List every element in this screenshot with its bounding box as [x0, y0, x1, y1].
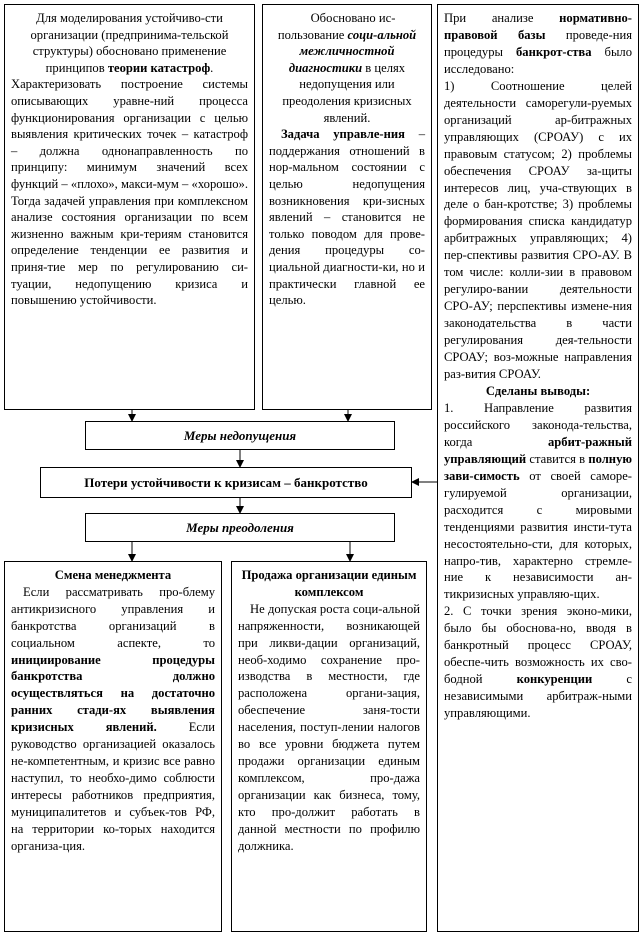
conclusions-title-text: Сделаны выводы:: [485, 383, 591, 398]
c1-text-c: ставится в: [526, 451, 589, 466]
bankruptcy-bold: банкрот-ства: [516, 44, 592, 59]
c1-text-e: от своей саморе-гулируемой организации, расходится с мировыми тенденциями развития инсти-тута несостоятельно-сти, для которых, напро-тив, характерно стремле-ние к независимости ан-тикризисных управляю-щих.: [444, 468, 632, 602]
diagnostics-bold: соци-альной межличностной диагностики: [288, 27, 417, 75]
mgmt-text-c: Если руководство организацией оказалось не-компетентным, и кризис все равно наступил, то необхо-димо соблюсти интересы работников предприятия, муниципалитетов и субъек-тов РФ, на территории ко-торых находится организа-ция.: [11, 720, 215, 853]
diagnostics-intro: [269, 10, 425, 126]
mgmt-text-a: Если рассматривать про-блему антикризисного управления и банкротства организаций в социальном аспекте, то: [11, 584, 215, 650]
legal-intro-text: При анализе: [444, 11, 560, 25]
theory-catastrophe-box: [4, 4, 255, 410]
c1-bold-d: полную зави-симость: [444, 451, 632, 483]
c2-text-c: с независимыми арбитраж-ными управляющими.: [444, 672, 632, 721]
legal-basis-bold: нормативно-правовой базы: [444, 11, 632, 42]
sale-title: [238, 567, 420, 601]
diagnostics-intro-end: в целях недопущения или преодоления кризисных явлений.: [282, 60, 412, 125]
management-change-body: [11, 584, 215, 855]
conclusion-2: [444, 603, 632, 722]
management-change-title-text: Смена менеджмента: [54, 568, 172, 582]
legal-basis-box: [437, 4, 639, 932]
catastrophe-theory-bold: теории катастроф: [107, 60, 211, 75]
catastrophe-body: Характеризовать построение системы описывающих уравне-ний процесса функционирования организации с целью выявления критических точек – катастроф – должна однонаправленность по принципу: минимум значений всех функций – «плохо», макси-мум – «хорошо». Тогда задачей управления при комплексном анализе состояния организации по всем жизненно важным кри-териям становится определение тенденции ее развития и приня-тие мер по регулированию си-туации, недопущению кризиса и повышению устойчивости.: [11, 77, 248, 308]
c1-text-a: 1. Направление развития российского законода-тельства, когда: [444, 400, 632, 449]
crisis-bankruptcy-text: Потери устойчивости к кризисам – банкротство: [84, 474, 368, 490]
overcoming-measures-text: Меры преодоления: [186, 519, 294, 535]
single-complex-sale-box: [231, 561, 427, 932]
diagnostics-task: [269, 126, 425, 309]
legal-intro-end: было исследовано:: [444, 44, 632, 76]
catastrophe-intro-text: Для моделирования устойчиво-сти организации (предпринима-тельской структуры) обосновано применение принципов: [30, 11, 229, 75]
legal-intro-mid: проведе-ния процедуры: [444, 27, 632, 59]
c2-text-a: 2. С точки зрения эконо-мики, было бы обоснова-но, вводя в банкротный процесс СРОАУ, обеспе-чить возможность их сво-бодной: [444, 604, 632, 687]
social-diagnostics-box: [262, 4, 432, 410]
management-task-text: – поддержания отношений в нор-мальном состоянии с целью недопущения возникновения кри-зисных явлений – становится не только поводом для прове-дения процедуры со-циальной диагности-ки, но и практически главной ее целью.: [269, 127, 425, 308]
management-change-box: [4, 561, 222, 932]
sale-title-text: Продажа организации единым комплексом: [241, 568, 417, 599]
crisis-bankruptcy-label: [40, 467, 412, 498]
conclusions-title: [444, 383, 632, 400]
c2-bold-b: конкуренции: [516, 672, 593, 687]
legal-findings: 1) Соотношение целей деятельности саморегули-руемых организаций ар-битражных управляющих (СРОАУ) с их правовым статусом; 2) проблемы обеспечения СРОАУ за-щиты интересов лиц, уча-ствующих в деле о бан-кротстве; 3) проблемы формирования списка кандидатур арбитражных управляющих; 4) пер-спективы развития СРО-АУ. В том числе: колли-зии в правовом регулиро-вании деятельности СРО-АУ; перспективы измене-ния законодательства в части регулирования дея-тельности СРОАУ; воз-можные направления раз-вития СРОАУ.: [444, 78, 632, 382]
management-change-title: [11, 567, 215, 584]
legal-intro: [444, 10, 632, 78]
management-task-bold: Задача управле-ния: [281, 127, 405, 142]
prevention-measures-label: [85, 421, 395, 450]
sale-body: Не допуская роста соци-альной напряженности, возникающей при ликви-дации организаций, необ-ходимо сохранение про-изводства в местности, где расположена органи-зация, обеспечение заня-тости населения, поступ-лении налогов во все уровни бюджета путем продажи организации единым комплексом, про-дажа организации как бизнеса, тому, кто про-должит работать в данной местности по профилю должника.: [238, 601, 420, 853]
prevention-measures-text: Меры недопущения: [183, 427, 297, 443]
overcoming-measures-label: [85, 513, 395, 542]
catastrophe-intro: [11, 10, 248, 76]
conclusion-1: [444, 400, 632, 603]
mgmt-bold-b: инициирование процедуры банкротства должно осуществляться на достаточно ранних стади-ях выявления кризисных явлений.: [11, 652, 215, 735]
catastrophe-intro-end: .: [210, 60, 214, 75]
diagnostics-intro-text: Обосновано ис-пользование: [277, 11, 396, 42]
c1-bold-b: арбит-ражный управляющий: [444, 434, 632, 466]
